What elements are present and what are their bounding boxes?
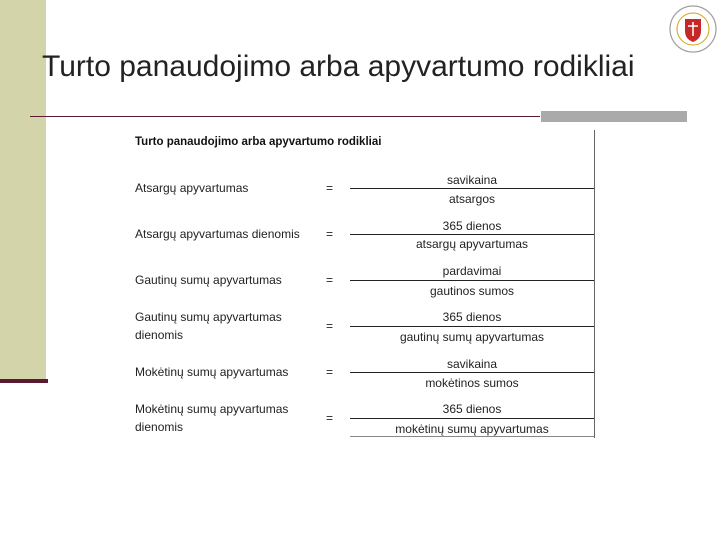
equals-sign: =: [326, 181, 334, 195]
fraction-line: [350, 372, 594, 373]
fraction-line: [350, 188, 594, 189]
left-decorative-bar: [0, 0, 46, 381]
fraction-numerator: 365 dienos: [442, 310, 502, 324]
row-name: Atsargų apyvartumas: [135, 181, 249, 195]
fraction-denominator: mokėtinos sumos: [425, 376, 519, 390]
table-heading: Turto panaudojimo arba apyvartumo rodikliai: [135, 136, 382, 148]
fraction-line: [350, 280, 594, 281]
row-name: Gautinų sumų apyvartumas dienomis: [135, 310, 282, 342]
fraction-denominator: gautinos sumos: [429, 284, 515, 298]
row-name: Mokėtinų sumų apyvartumas dienomis: [135, 402, 289, 434]
row-name: Gautinų sumų apyvartumas: [135, 273, 282, 287]
fraction-line: [350, 234, 594, 235]
table-bottom-border: [350, 436, 594, 437]
fraction-denominator: mokėtinų sumų apyvartumas: [395, 422, 549, 436]
equals-sign: =: [326, 411, 334, 425]
fraction-denominator: atsargų apyvartumas: [415, 237, 529, 251]
fraction-numerator: savikaina: [446, 357, 498, 371]
university-seal-icon: [668, 4, 718, 54]
title-divider-block: [541, 111, 687, 122]
equals-sign: =: [326, 227, 334, 241]
slide-title: Turto panaudojimo arba apyvartumo rodikliai: [42, 50, 635, 83]
fraction-numerator: pardavimai: [442, 264, 502, 278]
fraction-denominator: gautinų sumų apyvartumas: [399, 330, 545, 344]
fraction-line: [350, 326, 594, 327]
title-divider: [30, 116, 540, 117]
fraction-denominator: atsargos: [448, 192, 496, 206]
row-name: Atsargų apyvartumas dienomis: [135, 227, 300, 241]
fraction-numerator: 365 dienos: [442, 219, 502, 233]
left-bar-accent: [0, 379, 48, 383]
fraction-line: [350, 418, 594, 419]
row-name: Mokėtinų sumų apyvartumas: [135, 365, 289, 379]
equals-sign: =: [326, 273, 334, 287]
equals-sign: =: [326, 319, 334, 333]
equals-sign: =: [326, 365, 334, 379]
fraction-numerator: savikaina: [446, 173, 498, 187]
fraction-numerator: 365 dienos: [442, 402, 502, 416]
